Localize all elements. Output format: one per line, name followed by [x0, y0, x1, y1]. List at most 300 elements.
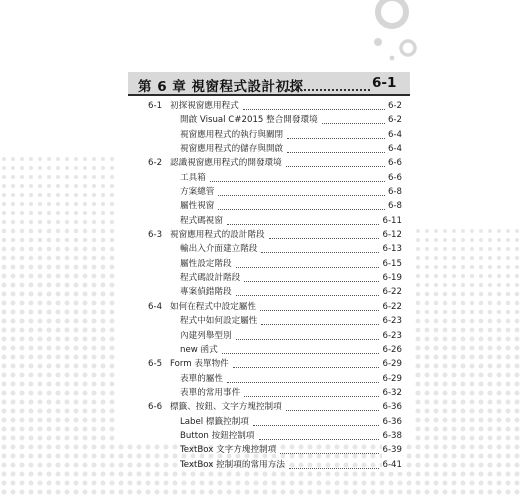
background-dot — [434, 256, 438, 260]
subsection-title: 內建列舉型別 — [180, 330, 232, 341]
background-dot — [497, 391, 502, 396]
leader-dots — [243, 99, 385, 110]
background-dot — [56, 445, 61, 450]
background-dot — [92, 427, 97, 432]
background-dot — [11, 238, 16, 243]
background-dot — [479, 265, 483, 269]
background-dot — [443, 229, 447, 233]
background-dot — [83, 328, 88, 333]
background-dot — [353, 472, 358, 477]
background-dot — [47, 373, 52, 378]
background-dot — [65, 490, 70, 495]
background-dot — [497, 229, 501, 233]
background-dot — [335, 481, 340, 486]
subsection-title: 程式碼設計階段 — [180, 273, 241, 284]
background-dot — [83, 463, 88, 468]
background-dot — [47, 265, 52, 270]
background-dot — [434, 472, 439, 477]
background-dot — [92, 310, 97, 315]
background-dot — [74, 490, 79, 495]
toc-subsection-row — [140, 142, 402, 156]
background-dot — [470, 337, 475, 342]
background-dot — [2, 319, 7, 324]
background-dot — [182, 472, 187, 477]
background-dot — [407, 490, 412, 495]
background-dot — [92, 355, 97, 360]
ring-large-decoration — [378, 0, 406, 26]
background-dot — [416, 463, 421, 468]
background-dot — [65, 391, 70, 396]
background-dot — [344, 481, 349, 486]
background-dot — [488, 436, 493, 441]
background-dot — [434, 229, 438, 233]
background-dot — [371, 472, 376, 477]
background-dot — [443, 391, 448, 396]
subsection-title: Button 按鈕控制項 — [180, 430, 255, 441]
background-dot — [2, 418, 7, 423]
background-dot — [389, 472, 394, 477]
background-dot — [371, 490, 376, 495]
subsection-title: TextBox 文字方塊控制項 — [180, 445, 277, 456]
background-dot — [497, 292, 501, 296]
background-dot — [443, 400, 448, 405]
leader-dots — [286, 400, 379, 411]
leader-dots — [261, 242, 379, 253]
background-dot — [74, 436, 79, 441]
background-dot — [83, 337, 88, 342]
background-dot — [443, 490, 448, 495]
background-dot — [29, 382, 34, 387]
background-dot — [56, 175, 60, 179]
background-dot — [416, 292, 420, 296]
background-dot — [164, 472, 169, 477]
background-dot — [326, 481, 331, 486]
background-dot — [29, 427, 34, 432]
toc-subsection-row — [140, 386, 402, 400]
background-dot — [47, 238, 52, 243]
background-dot — [479, 310, 484, 315]
background-dot — [452, 382, 457, 387]
background-dot — [83, 256, 88, 261]
background-dot — [506, 427, 511, 432]
background-dot — [110, 283, 115, 288]
background-dot — [65, 346, 70, 351]
background-dot — [65, 337, 70, 342]
leader-dots — [218, 185, 385, 196]
background-dot — [2, 274, 7, 279]
background-dot — [353, 490, 358, 495]
background-dot — [326, 490, 331, 495]
leader-dots — [227, 214, 379, 225]
background-dot — [443, 283, 447, 287]
background-dot — [506, 364, 511, 369]
background-dot — [65, 265, 70, 270]
background-dot — [128, 481, 133, 486]
background-dot — [470, 490, 475, 495]
background-dot — [65, 454, 70, 459]
background-dot — [38, 391, 43, 396]
background-dot — [56, 229, 60, 233]
background-dot — [515, 292, 519, 296]
background-dot — [461, 256, 465, 260]
background-dot — [56, 409, 61, 414]
background-dot — [20, 418, 25, 423]
leader-dots — [269, 228, 379, 239]
background-dot — [416, 427, 421, 432]
background-dot — [38, 337, 43, 342]
page-number: 6-11 — [382, 214, 402, 228]
background-dot — [281, 481, 286, 486]
page-number: 6-2 — [388, 99, 402, 113]
background-dot — [443, 256, 447, 260]
background-dot — [515, 409, 520, 414]
background-dot — [110, 328, 115, 333]
background-dot — [488, 364, 493, 369]
subsection-title: TextBox 控制項的常用方法 — [180, 459, 285, 470]
background-dot — [47, 157, 51, 161]
background-dot — [443, 436, 448, 441]
background-dot — [452, 229, 456, 233]
background-dot — [74, 454, 79, 459]
background-dot — [11, 301, 16, 306]
background-dot — [191, 481, 196, 486]
background-dot — [443, 337, 448, 342]
background-dot — [434, 445, 439, 450]
background-dot — [11, 193, 15, 197]
background-dot — [56, 166, 60, 170]
background-dot — [92, 364, 97, 369]
background-dot — [191, 472, 196, 477]
background-dot — [110, 319, 115, 324]
background-dot — [173, 490, 178, 495]
background-dot — [2, 193, 6, 197]
background-dot — [74, 463, 79, 468]
background-dot — [416, 274, 420, 278]
background-dot — [515, 418, 520, 423]
background-dot — [29, 256, 34, 261]
background-dot — [506, 463, 511, 468]
background-dot — [2, 247, 7, 252]
leader-dots — [322, 113, 385, 124]
background-dot — [38, 175, 42, 179]
background-dot — [470, 292, 474, 296]
background-dot — [83, 454, 88, 459]
background-dot — [29, 328, 34, 333]
background-dot — [11, 265, 16, 270]
background-dot — [38, 346, 43, 351]
background-dot — [416, 301, 421, 306]
leader-dots — [280, 443, 379, 454]
background-dot — [83, 400, 88, 405]
background-dot — [470, 373, 475, 378]
background-dot — [29, 229, 33, 233]
background-dot — [479, 409, 484, 414]
page-number: 6-39 — [382, 443, 402, 457]
background-dot — [452, 337, 457, 342]
background-dot — [65, 220, 69, 224]
background-dot — [470, 346, 475, 351]
background-dot — [218, 481, 223, 486]
background-dot — [74, 364, 79, 369]
background-dot — [74, 409, 79, 414]
background-dot — [101, 346, 106, 351]
background-dot — [479, 364, 484, 369]
background-dot — [56, 256, 61, 261]
page-number: 6-13 — [382, 242, 402, 256]
background-dot — [452, 328, 457, 333]
background-dot — [407, 481, 412, 486]
background-dot — [74, 418, 79, 423]
background-dot — [497, 409, 502, 414]
background-dot — [497, 418, 502, 423]
background-dot — [497, 454, 502, 459]
background-dot — [47, 175, 51, 179]
background-dot — [38, 436, 43, 441]
background-dot — [425, 265, 429, 269]
background-dot — [452, 391, 457, 396]
background-dot — [497, 328, 502, 333]
background-dot — [407, 445, 412, 450]
background-dot — [470, 247, 474, 251]
subsection-title: 視窗應用程式的儲存與開啟 — [180, 144, 284, 155]
background-dot — [2, 301, 7, 306]
background-dot — [101, 364, 106, 369]
background-dot — [47, 382, 52, 387]
background-dot — [38, 319, 43, 324]
background-dot — [92, 472, 97, 477]
background-dot — [56, 355, 61, 360]
background-dot — [2, 256, 7, 261]
page-number: 6-41 — [382, 458, 402, 472]
page-number: 6-22 — [382, 285, 402, 299]
background-dot — [56, 481, 61, 486]
leader-dots — [236, 329, 379, 340]
page-number: 6-22 — [382, 300, 402, 314]
background-dot — [74, 382, 79, 387]
background-dot — [20, 319, 25, 324]
background-dot — [452, 490, 457, 495]
background-dot — [425, 418, 430, 423]
background-dot — [83, 319, 88, 324]
background-dot — [461, 364, 466, 369]
background-dot — [308, 481, 313, 486]
background-dot — [443, 355, 448, 360]
leader-dots — [289, 458, 379, 469]
background-dot — [227, 490, 232, 495]
background-dot — [389, 490, 394, 495]
leader-dots — [222, 343, 379, 354]
background-dot — [29, 292, 34, 297]
toc-subsection-row — [140, 171, 402, 185]
background-dot — [20, 454, 25, 459]
background-dot — [83, 229, 87, 233]
background-dot — [155, 490, 160, 495]
background-dot — [83, 283, 88, 288]
background-dot — [470, 409, 475, 414]
background-dot — [506, 265, 510, 269]
background-dot — [56, 418, 61, 423]
background-dot — [416, 391, 421, 396]
background-dot — [416, 481, 421, 486]
subsection-title: 屬性視窗 — [180, 201, 215, 212]
background-dot — [470, 265, 474, 269]
background-dot — [416, 373, 421, 378]
background-dot — [11, 220, 15, 224]
background-dot — [461, 445, 466, 450]
background-dot — [11, 184, 15, 188]
background-dot — [65, 373, 70, 378]
background-dot — [65, 175, 69, 179]
background-dot — [434, 319, 439, 324]
background-dot — [461, 400, 466, 405]
background-dot — [74, 400, 79, 405]
background-dot — [101, 301, 106, 306]
subsection-title: 屬性設定階段 — [180, 258, 232, 269]
background-dot — [461, 346, 466, 351]
background-dot — [272, 490, 277, 495]
background-dot — [2, 229, 6, 233]
background-dot — [11, 409, 16, 414]
background-dot — [83, 355, 88, 360]
background-dot — [11, 391, 16, 396]
background-dot — [65, 409, 70, 414]
background-dot — [425, 409, 430, 414]
background-dot — [2, 400, 7, 405]
background-dot — [488, 265, 492, 269]
background-dot — [2, 283, 7, 288]
background-dot — [470, 319, 475, 324]
background-dot — [119, 490, 124, 495]
page-number: 6-29 — [382, 357, 402, 371]
background-dot — [92, 247, 97, 252]
background-dot — [47, 310, 52, 315]
subsection-title: 視窗應用程式的執行與關閉 — [180, 129, 284, 140]
background-dot — [434, 346, 439, 351]
background-dot — [263, 481, 268, 486]
page-number: 6-8 — [388, 185, 402, 199]
background-dot — [47, 445, 52, 450]
background-dot — [92, 346, 97, 351]
background-dot — [83, 382, 88, 387]
background-dot — [65, 301, 70, 306]
background-dot — [110, 346, 115, 351]
background-dot — [20, 184, 24, 188]
background-dot — [11, 283, 16, 288]
background-dot — [479, 490, 484, 495]
background-dot — [452, 463, 457, 468]
background-dot — [506, 418, 511, 423]
toc-subsection-row — [140, 285, 402, 299]
background-dot — [479, 283, 483, 287]
background-dot — [2, 310, 7, 315]
background-dot — [479, 274, 483, 278]
background-dot — [47, 472, 52, 477]
background-dot — [101, 427, 106, 432]
background-dot — [425, 283, 429, 287]
background-dot — [461, 319, 466, 324]
background-dot — [488, 328, 493, 333]
toc-section-row — [140, 156, 402, 170]
background-dot — [11, 400, 16, 405]
background-dot — [92, 445, 97, 450]
background-dot — [425, 328, 430, 333]
background-dot — [38, 157, 42, 161]
background-dot — [461, 436, 466, 441]
background-dot — [506, 373, 511, 378]
background-dot — [47, 319, 52, 324]
background-dot — [488, 301, 493, 306]
subsection-title: 表單的常用事件 — [180, 387, 241, 398]
leader-dots — [261, 314, 379, 325]
background-dot — [506, 409, 511, 414]
background-dot — [452, 247, 456, 251]
background-dot — [20, 310, 25, 315]
background-dot — [425, 391, 430, 396]
background-dot — [74, 265, 79, 270]
background-dot — [434, 490, 439, 495]
background-dot — [119, 481, 124, 486]
background-dot — [29, 220, 33, 224]
background-dot — [416, 454, 421, 459]
background-dot — [65, 364, 70, 369]
background-dot — [29, 157, 33, 161]
section-number: 6-4 — [148, 301, 163, 312]
ring-medium-decoration — [401, 41, 415, 55]
background-dot — [83, 472, 88, 477]
background-dot — [173, 481, 178, 486]
background-dot — [515, 319, 520, 324]
background-dot — [11, 454, 16, 459]
background-dot — [74, 481, 79, 486]
section-title: 標籤、按鈕、文字方塊控制項 — [170, 402, 282, 413]
leader-dots — [227, 372, 379, 383]
background-dot — [65, 418, 70, 423]
background-dot — [92, 454, 97, 459]
background-dot — [101, 454, 106, 459]
background-dot — [101, 355, 106, 360]
background-dot — [515, 355, 520, 360]
background-dot — [470, 310, 475, 315]
background-dot — [146, 472, 151, 477]
background-dot — [515, 247, 519, 251]
background-dot — [56, 292, 61, 297]
background-dot — [101, 265, 106, 270]
background-dot — [452, 346, 457, 351]
background-dot — [362, 481, 367, 486]
background-dot — [101, 436, 106, 441]
background-dot — [452, 355, 457, 360]
background-dot — [425, 292, 429, 296]
background-dot — [65, 166, 69, 170]
toc-subsection-row — [140, 214, 402, 228]
background-dot — [38, 472, 43, 477]
background-dot — [452, 373, 457, 378]
background-dot — [29, 310, 34, 315]
background-dot — [290, 490, 295, 495]
background-dot — [83, 292, 88, 297]
background-dot — [2, 337, 7, 342]
background-dot — [56, 373, 61, 378]
background-dot — [29, 472, 34, 477]
subsection-title: 開啟 Visual C#2015 整合開發環境 — [180, 115, 318, 126]
background-dot — [416, 400, 421, 405]
background-dot — [56, 283, 61, 288]
background-dot — [272, 472, 277, 477]
background-dot — [2, 481, 7, 486]
background-dot — [209, 472, 214, 477]
background-dot — [38, 166, 42, 170]
toc-section-row — [140, 400, 402, 414]
